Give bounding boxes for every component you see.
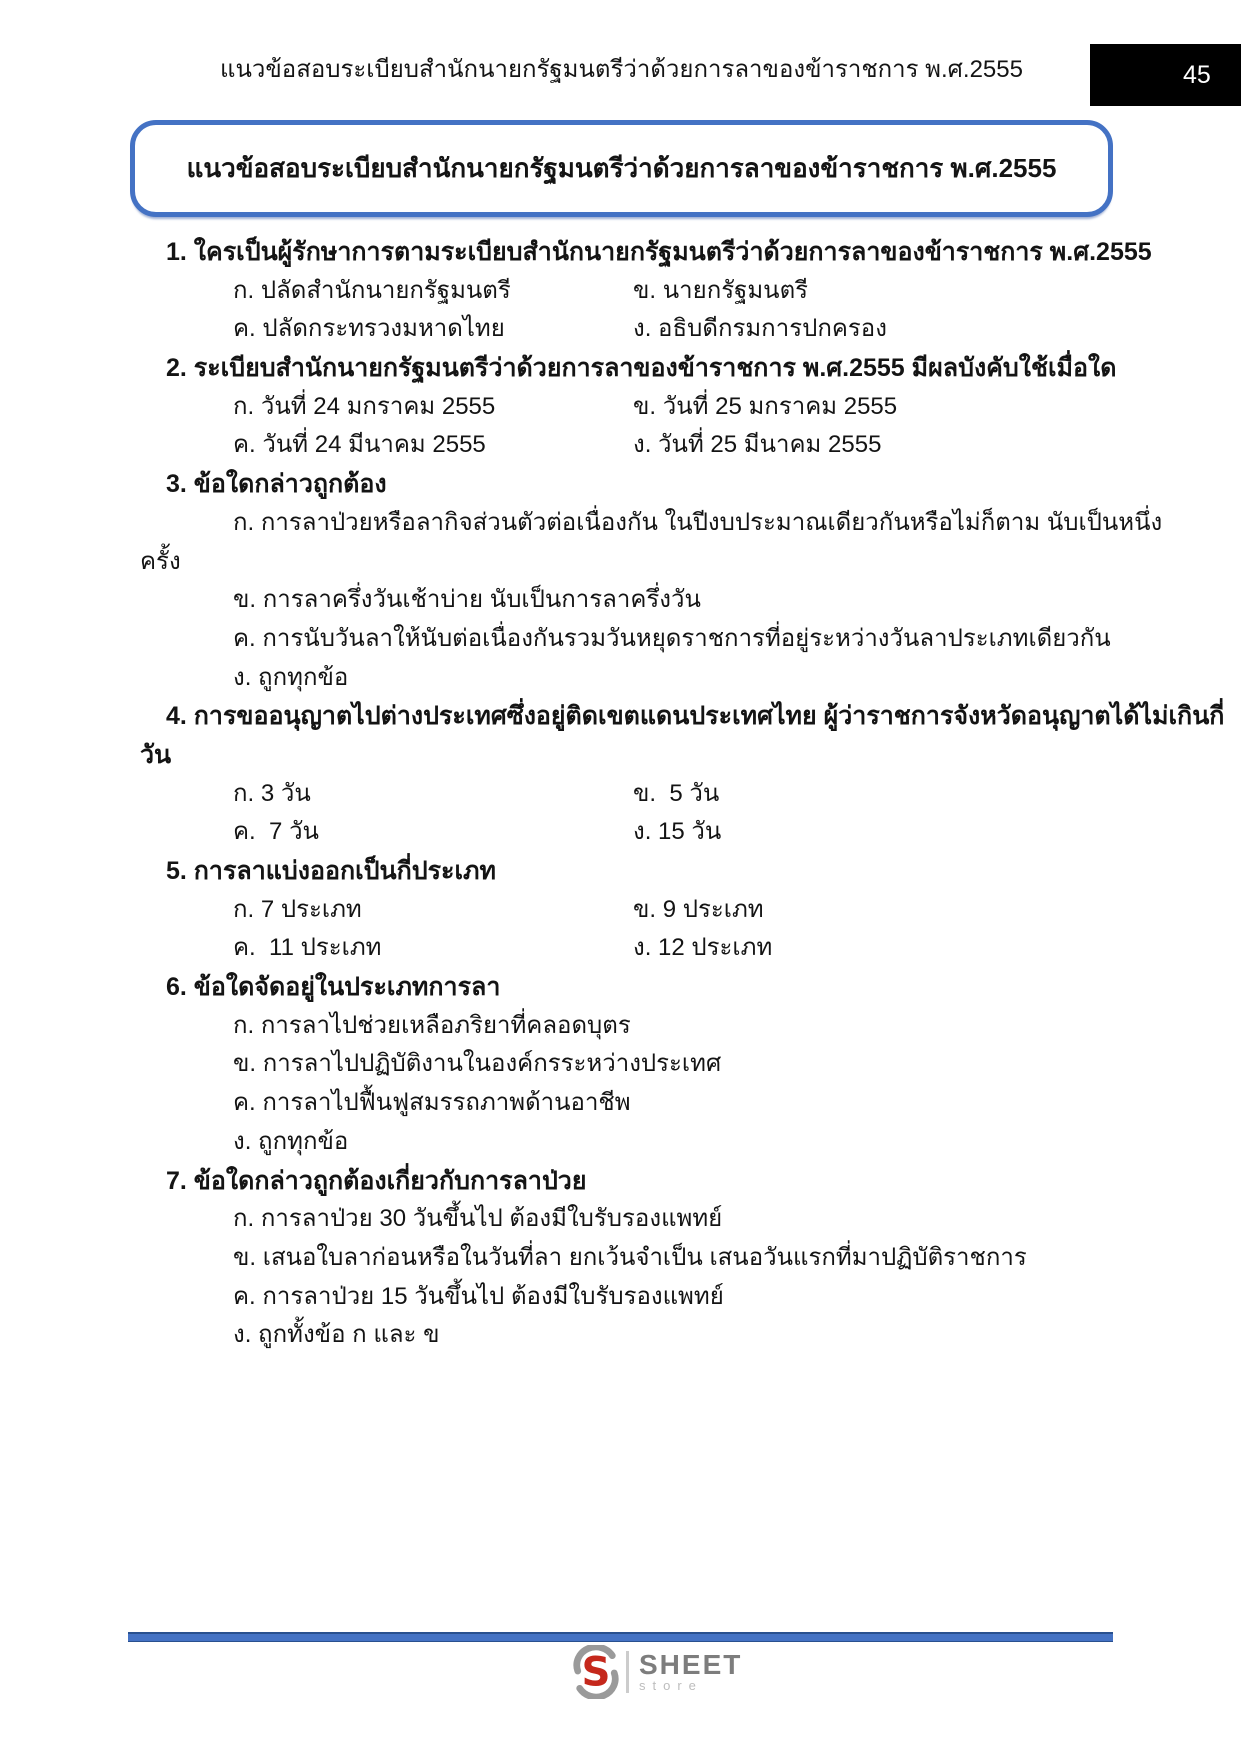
question bbox=[0, 852, 1241, 968]
option: ค. 7 วัน bbox=[233, 818, 319, 846]
logo-text-main: SHEET bbox=[639, 1649, 743, 1680]
question-heading: 3. ข้อใดกล่าวถูกต้อง bbox=[166, 470, 387, 499]
option: ข. การลาไปปฏิบัติงานในองค์กรระหว่างประเทศ bbox=[233, 1050, 722, 1078]
option: ข. การลาครึ่งวันเช้าบ่าย นับเป็นการลาครึ่งวัน bbox=[233, 586, 701, 614]
page-header-text: แนวข้อสอบระเบียบสำนักนายกรัฐมนตรีว่าด้วยการลาของข้าราชการ พ.ศ.2555 bbox=[220, 56, 1023, 83]
question-heading: 5. การลาแบ่งออกเป็นกี่ประเภท bbox=[166, 857, 496, 885]
option: ก. 3 วัน bbox=[233, 779, 311, 807]
question-heading-cont: วัน bbox=[140, 740, 172, 769]
option-cont: ครั้ง bbox=[140, 547, 181, 575]
question bbox=[0, 465, 1241, 697]
option: ง. ถูกทุกข้อ bbox=[233, 663, 349, 691]
option: ข. วันที่ 25 มกราคม 2555 bbox=[633, 392, 898, 420]
option-row bbox=[0, 272, 1241, 311]
option: ก. ปลัดสำนักนายกรัฐมนตรี bbox=[233, 276, 511, 304]
option: ก. การลาไปช่วยเหลือภริยาที่คลอดบุตร bbox=[233, 1011, 631, 1039]
option-row bbox=[0, 891, 1241, 930]
question-heading: 7. ข้อใดกล่าวถูกต้องเกี่ยวกับการลาป่วย bbox=[166, 1166, 587, 1195]
option: ก. การลาป่วยหรือลากิจส่วนตัวต่อเนื่องกัน ในปีงบประมาณเดียวกันหรือไม่ก็ตาม นับเป็นหนึ่ง bbox=[233, 508, 1163, 536]
svg-text:S: S bbox=[581, 1648, 611, 1696]
question bbox=[0, 697, 1241, 852]
question bbox=[0, 349, 1241, 465]
option: ค. ปลัดกระทรวงมหาดไทย bbox=[233, 315, 505, 343]
option: ค. การลาไปฟื้นฟูสมรรถภาพด้านอาชีพ bbox=[233, 1089, 631, 1117]
option: ข. 5 วัน bbox=[633, 779, 720, 807]
option: ค. การลาป่วย 15 วันขึ้นไป ต้องมีใบรับรองแพทย์ bbox=[233, 1282, 724, 1310]
logo-text-sub: store bbox=[639, 1678, 703, 1693]
page-number: 45 bbox=[1183, 60, 1211, 89]
questions bbox=[0, 233, 1241, 1355]
title-box bbox=[130, 120, 1113, 217]
question-heading: 2. ระเบียบสำนักนายกรัฐมนตรีว่าด้วยการลาของข้าราชการ พ.ศ.2555 มีผลบังคับใช้เมื่อใด bbox=[166, 354, 1117, 383]
option: ค. 11 ประเภท bbox=[233, 934, 382, 962]
option-row bbox=[0, 775, 1241, 814]
option: ง. วันที่ 25 มีนาคม 2555 bbox=[633, 431, 882, 459]
option: ก. วันที่ 24 มกราคม 2555 bbox=[233, 392, 496, 420]
question bbox=[0, 968, 1241, 1161]
question-heading: 6. ข้อใดจัดอยู่ในประเภทการลา bbox=[166, 973, 501, 1002]
option: ข. 9 ประเภท bbox=[633, 895, 764, 923]
option: ค. วันที่ 24 มีนาคม 2555 bbox=[233, 431, 486, 459]
option: ข. เสนอใบลาก่อนหรือในวันที่ลา ยกเว้นจำเป็น เสนอวันแรกที่มาปฏิบัติราชการ bbox=[233, 1243, 1027, 1271]
question-heading: 4. การขออนุญาตไปต่างประเทศซึ่งอยู่ติดเขตแดนประเทศไทย ผู้ว่าราชการจังหวัดอนุญาตได้ไม่เกินกี่ bbox=[166, 702, 1225, 731]
option: ง. ถูกทุกข้อ bbox=[233, 1127, 349, 1155]
footer-divider bbox=[128, 1632, 1113, 1642]
option-row bbox=[0, 426, 1241, 465]
option: ง. 15 วัน bbox=[633, 818, 722, 846]
option-row bbox=[0, 310, 1241, 349]
option-row bbox=[0, 388, 1241, 427]
option: ง. ถูกทั้งข้อ ก และ ข bbox=[233, 1321, 440, 1349]
option: ก. การลาป่วย 30 วันขึ้นไป ต้องมีใบรับรองแพทย์ bbox=[233, 1205, 723, 1233]
option-row bbox=[0, 813, 1241, 852]
option: ข. นายกรัฐมนตรี bbox=[633, 276, 809, 304]
option: ง. 12 ประเภท bbox=[633, 934, 773, 962]
option: ง. อธิบดีกรมการปกครอง bbox=[633, 315, 887, 343]
option: ก. 7 ประเภท bbox=[233, 895, 362, 923]
option: ค. การนับวันลาให้นับต่อเนื่องกันรวมวันหยุดราชการที่อยู่ระหว่างวันลาประเภทเดียวกัน bbox=[233, 624, 1111, 652]
question bbox=[0, 1162, 1241, 1355]
logo-divider bbox=[626, 1651, 629, 1693]
page-number-badge bbox=[1090, 44, 1241, 106]
sheet-store-logo-icon bbox=[572, 1645, 620, 1699]
sheet-store-logo bbox=[572, 1645, 742, 1699]
option-row bbox=[0, 929, 1241, 968]
page-title: แนวข้อสอบระเบียบสำนักนายกรัฐมนตรีว่าด้วยการลาของข้าราชการ พ.ศ.2555 bbox=[186, 153, 1057, 183]
question bbox=[0, 233, 1241, 349]
question-heading: 1. ใครเป็นผู้รักษาการตามระเบียบสำนักนายกรัฐมนตรีว่าด้วยการลาของข้าราชการ พ.ศ.2555 bbox=[166, 238, 1152, 266]
